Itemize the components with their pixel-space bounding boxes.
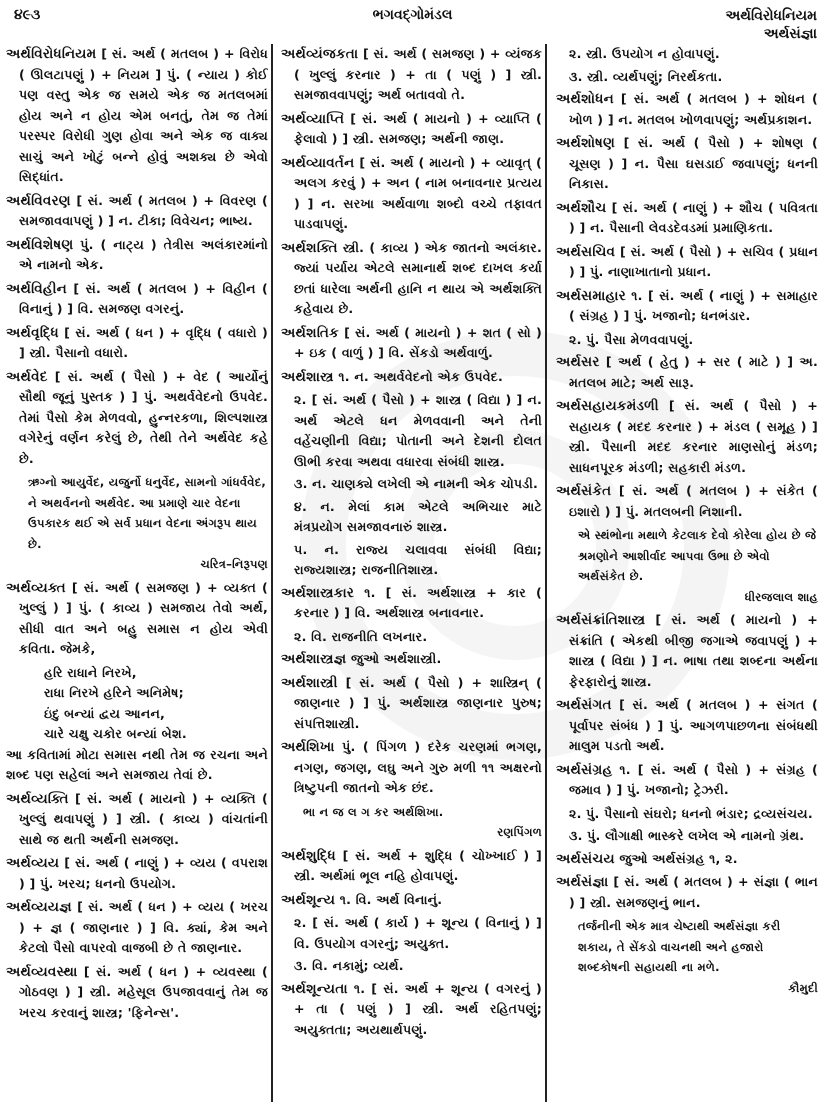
entry-definition: [ સં. અર્થ ( મતલબ ) + વિહીન ( વિનાનું ) ] વિ. સમજણ વગરનું. (19, 280, 268, 316)
entry-definition: [ સં. અર્થ ( માયનો ) + વ્યાવૃત્ ( અલગ કરવું ) + અન ( નામ બનાવનાર પ્રત્યય ) ] ન. સરખા અર્થવાળા શબ્દો વચ્ચે તફાવત પાડવાપણું. (294, 154, 542, 231)
entry-sense: ૩. સ્ત્રી. વ્યર્થપણું; નિરર્થકતા. (569, 68, 723, 84)
column-divider (271, 44, 273, 1102)
entry-headword: અર્થશાસ્ત્રકાર (281, 584, 355, 601)
dictionary-entry (6, 191, 268, 232)
entry-headword: અર્થવૃદ્ધિ (6, 324, 59, 341)
entry-headword: અર્થશૌચ (556, 199, 607, 216)
entry-definition: [ સં. અર્થ ( માયનો ) + વ્યક્તિ ( ખુલ્લું થવાપણું ) ] સ્ત્રી. ( કાવ્ય ) વાંચતાંની સાથે જ થતી અર્થની સમજણ. (19, 790, 268, 847)
entry-definition: ૧. [ સં. અર્થ + શૂન્ય ( વગરનું ) + તા ( પણું ) ] સ્ત્રી. અર્થ રહિતપણું; અયુક્તતા; અયથાર્થપણું. (294, 980, 542, 1037)
entry-sense: ૨. વિ. રાજનીતિ લખનાર. (294, 628, 428, 644)
quotation-source: રણપિંગળ (497, 825, 542, 839)
entry-headword: અર્થશૂન્યતા (281, 980, 348, 997)
entry-definition: [ સં. અર્થ ( ધન ) + વૃદ્ધિ ( વધારો ) ] સ્ત્રી. પૈસાનો વધારો. (19, 324, 268, 360)
entry-definition: પું. ( પિંગળ ) દરેક ચરણમાં ભગણ, નગણ, જગણ, લઘુ અને ગુરુ મળી ૧૧ અક્ષરનો ત્રિષ્ટુપની જાતનો એક છંદ. (294, 739, 542, 795)
poem-line: ચારે ચક્ષુ ચકોર બન્યાં બેશ. (44, 726, 187, 741)
entry-sense: ૨. સ્ત્રી. ઉપયોગ ન હોવાપણું. (569, 46, 720, 61)
entry-headword: અર્થવ્યયજ્ઞ (6, 899, 72, 915)
entry-headword: અર્થવ્યય (6, 855, 60, 871)
dictionary-entry (281, 673, 542, 735)
entry-definition: [ સં. અર્થ ( માયનો ) + વ્યાપ્તિ ( ફેલાવો ) ] સ્ત્રી. સમજણ; અર્થની જાણ. (294, 110, 542, 146)
dictionary-entry (556, 133, 818, 195)
entry-headword: અર્થસર (556, 354, 600, 370)
quotation-source: ધીરજલાલ શાહ (744, 589, 818, 604)
entry-headword: અર્થસહાયકમંડળી (556, 398, 659, 414)
entry-definition: [ સં. અર્થ ( પૈસો ) + સહાયક ( મદદ કરનાર ) + મંડલ ( સમૂહ ) ] સ્ત્રી. પૈસાની મદદ કરનાર માણસોનું મંડળ; સાધનપૂરક મંડળી; સહકારી મંડળ. (569, 398, 818, 475)
guide-words (726, 7, 817, 43)
quotation-source: ચરિત્ર–નિરૂપણ (200, 557, 268, 571)
entry-definition: [ સં. અર્થ ( સમજણ ) + વ્યક્ત ( ખુલ્લું ) ] પું. ( કાવ્ય ) સમજાય તેવો અર્થ, સીધી વાત અને બહુ સમાસ ન હોય એવી કવિતા. જેમકે, (19, 579, 268, 656)
dictionary-entry (556, 89, 818, 130)
dictionary-entry (6, 367, 268, 470)
dictionary-entry (6, 897, 268, 959)
entry-definition: [ સં. અર્થ ( માયનો ) + શત ( સો ) + ઇક ( વાળું ) ] વિ. સેંકડો અર્થવાળું. (294, 324, 542, 360)
entry-sense: ૪. ન. મેલાં કામ એટલે અભિચાર માટે મંત્રપ્રયોગ સમજાવનારું શાસ્ત્ર. (294, 498, 542, 534)
entry-definition: [ સં. અર્થ ( પૈસો ) + સચિવ ( પ્રધાન ) ] પું. નાણાખાતાનો પ્રધાન. (569, 243, 818, 279)
entry-definition: [ સં. અર્થ ( માયનો ) + સંક્રાંતિ ( એકથી બીજી જગાએ જવાપણું ) + શાસ્ત્ર ( વિદ્યા ) ] ન. ભાષા તથા શબ્દના અર્થના ફેરફારોનું શાસ્ત્ર. (569, 612, 818, 689)
dictionary-entry (556, 286, 818, 327)
entry-definition: [ સં. અર્થ ( મતલબ ) + સંજ્ઞા ( ભાન ) ] સ્ત્રી. સમજણનું ભાન. (569, 874, 818, 910)
column-1 (6, 44, 268, 1102)
entry-definition: પું. ( નાટ્ય ) તેત્રીસ અલંકારમાંનો એ નામનો એક. (19, 236, 268, 272)
dictionary-entry (281, 737, 542, 799)
poem-line: હરિ રાધાને નિરખે, (44, 664, 137, 680)
entry-headword: અર્થસંગ્રહ (556, 761, 613, 778)
book-title: ભગવદ્ગોમંડલ (372, 7, 453, 23)
entry-headword: અર્થશોધન (556, 91, 614, 107)
entry-headword: અર્થશાસ્ત્ર (281, 368, 334, 385)
entry-definition: [ સં. અર્થ ( મતલબ ) + વિવરણ ( સમજાવવાપણું ) ] ન. ટીકા; વિવેચન; ભાષ્ય. (19, 192, 268, 228)
entry-definition: સ્ત્રી. ( કાવ્ય ) એક જાતનો અલંકાર. જ્યાં પર્યાય એટલે સમાનાર્થ શબ્દ દાખલ કર્યા છતાં ધારેલા અર્થની હાનિ ન થાય એ અર્થશક્તિ કહેવાય છે. (294, 239, 542, 316)
entry-headword: અર્થશૂન્ય (281, 891, 336, 908)
dictionary-entry (6, 279, 268, 320)
dictionary-entry (556, 242, 818, 283)
entry-sense: ૫. ન. રાજ્ય ચલાવવા સંબંધી વિદ્યા; રાજ્યશાસ્ત્ર; રાજનીતિશાસ્ત્ર. (294, 541, 542, 577)
entry-quotation (556, 916, 818, 998)
entry-continuation: આ કવિતામાં મોટા સમાસ નથી તેમ જ રચના અને શબ્દ પણ સહેલાં અને સમજાય તેવાં છે. (6, 746, 268, 782)
dictionary-entry (556, 849, 818, 870)
entry-headword: અર્થશાસ્ત્રજ્ઞ (281, 651, 347, 667)
guide-word-last: અર્થસંજ્ઞા (763, 26, 817, 42)
dictionary-entry (556, 760, 818, 801)
entry-quotation (6, 472, 268, 575)
dictionary-entry (281, 649, 542, 670)
entry-definition: [ અર્થ ( હેતુ ) + સર ( માટે ) ] અ. મતલબ માટે; અર્થ સારૂ. (569, 354, 818, 390)
dictionary-entry (281, 583, 542, 624)
entry-definition: [ સં. અર્થ ( મતલબ ) + શોધન ( ખોળ ) ] ન. મતલબ ખોળવાપણું; અર્થપ્રકાશન. (569, 91, 818, 127)
column-3 (556, 44, 818, 1102)
dictionary-entry (556, 481, 818, 522)
entry-definition: ૧. વિ. અર્થ વિનાનું. (339, 891, 443, 907)
entry-headword: અર્થવ્યંજકતા (281, 46, 359, 62)
dictionary-entry (556, 396, 818, 478)
entry-quotation (556, 525, 818, 607)
entry-sense: ૨. પું. પૈસાનો સંઘરો; ધનનો ભંડાર; દ્રવ્યસંચય. (569, 805, 813, 821)
dictionary-entry (556, 872, 818, 913)
entry-headword: અર્થશોષણ (556, 135, 616, 151)
entry-sense: ૨. પું. પૈસા મેળવવાપણું. (569, 331, 694, 347)
entry-definition: [ સં. અર્થ ( નાણું ) + શૌચ ( પવિત્રતા ) ] ન. પૈસાની લેવડદેવડમાં પ્રમાણિકતા. (569, 199, 818, 235)
column-divider (545, 44, 547, 1102)
dictionary-entry (281, 109, 542, 150)
example-poem (6, 663, 268, 745)
entry-headword: અર્થસંજ્ઞા (556, 874, 609, 890)
entry-headword: અર્થસંક્રાંતિશાસ્ત્ર (556, 612, 646, 628)
entry-definition: [ સં. અર્થ ( પૈસો ) + વેદ ( આર્યોનું સૌથી જૂનું પુસ્તક ) ] પું. અથર્વવેદનો ઉપવેદ. તેમાં પૈસો કેમ મેળવવો, હુન્નરકળા, શિલ્પશાસ્ત્ર વગેરેનું વર્ણન કરેલું છે, તેથી તેને અર્થવેદ કહે છે. (19, 368, 268, 466)
guide-word-first: અર્થવિરોધનિયમ (725, 8, 817, 24)
entry-definition: ૧. ન. અથર્વવેદનો એક ઉપવેદ. (338, 368, 503, 384)
entry-definition: [ સં. અર્થ ( ધન ) + વ્યય ( ખરચ ) + જ્ઞ ( જાણનાર ) ] વિ. ક્યાં, કેમ અને કેટલો પૈસો વાપરવો વાજબી છે તે જાણનાર. (19, 899, 268, 955)
dictionary-entry (281, 367, 542, 388)
entry-quotation (281, 802, 542, 843)
entry-definition: [ સં. અર્થ ( મતલબ ) + સંગત ( પૂર્વાપર સંબંધ ) ] પું. આગળપાછળના સંબંધથી માલુમ પડતો અર્થ. (569, 697, 818, 753)
entry-sense: ૨. [ સં. અર્થ ( પૈસો ) + શાસ્ત્ર ( વિદ્યા ) ] ન. અર્થ એટલે ધન મેળવવાની અને તેની વહેંચણીની વિદ્યા; પોતાની અને દેશની દોલત ઊભી કરવા અથવા વધારવા સંબંધી શાસ્ત્ર. (294, 392, 542, 469)
dictionary-entry (281, 44, 542, 106)
poem-line: ઇંદુ બન્યાં દ્વય આનન, (44, 705, 166, 721)
entry-definition: જુઓ અર્થસંગ્રહ ૧, ૨. (619, 850, 738, 866)
entry-headword: અર્થશિખા (281, 739, 335, 755)
entry-definition: [ સં. અર્થ ( મતલબ ) + વિરોધ ( ઊલટાપણું ) + નિયમ ] પું. ( ન્યાય ) કોઈ પણ વસ્તુ એક જ સમયે એક જ મતલબમાં હોય અને ન હોય એમ બનતું, તેમ જ તેમાં પરસ્પર વિરોધી ગુણ હોવા અને એક જ વાક્ય સાચું અને ખોટું બન્ને હોવું અશક્ય છે એવો સિદ્ધાંત. (19, 46, 268, 184)
entry-sense: ૩. ન. ચાણક્યે લખેલી એ નામની એક ચોપડી. (294, 476, 539, 491)
dictionary-entry (556, 352, 818, 393)
dictionary-entry (6, 235, 268, 276)
quotation-text: એ સ્થંભોના મથાળે કેટલાક દેવો કોરેલા હોય છે જે શ્રમણોને આશીર્વાદ આપવા ઉભા છે એવો અર્થસંકેત છે. (578, 528, 817, 583)
entry-definition: [ સં. અર્થ ( નાણું ) + વ્યય ( વપરાશ ) ] પું. ખરચ; ધનનો ઉપયોગ. (19, 855, 268, 891)
dictionary-entry (556, 695, 818, 757)
entry-sense: ૩. વિ. નકામું; વ્યર્થ. (294, 958, 404, 973)
quotation-text: તર્જનીની એક માત્ર ચેષ્ટાથી અર્થસંજ્ઞા કરી શકાય, તે સેંકડો વાચનથી અને હજારો શબ્દકોષની સહાયથી ના મળે. (578, 919, 781, 974)
entry-headword: અર્થવેદ (6, 368, 48, 385)
entry-definition: [ સં. અર્થ ( ધન ) + વ્યવસ્થા ( ગોઠવણ ) ] સ્ત્રી. મહેસૂલ ઉપજાવવાનું તેમ જ ખરચ કરવાનું શાસ્ત્ર; 'ફિનેન્સ'. (19, 963, 268, 1020)
dictionary-entry (281, 323, 542, 364)
entry-headword: અર્થસમાહાર (556, 287, 626, 304)
entry-definition: ૧. [ સં. અર્થ ( પૈસો ) + સંગ્રહ ( જમાવ ) ] પું. ખજાનો; ટ્રેઝરી. (569, 761, 818, 797)
entry-headword: અર્થવિવરણ (6, 192, 71, 209)
entry-headword: અર્થવ્યાપ્તિ (281, 110, 345, 127)
quotation-text: ઋગ્નો આયુર્વેદ, યજુર્નો ધનુર્વેદ, સામનો ગાંધર્વવેદ, ને અથર્વનનો અર્થવેદ. આ પ્રમાણે ચાર વેદના ઉપકારક થઈ એ સર્વ પ્રધાન વેદના અંગરૂપ થાય છે. (28, 475, 267, 551)
dictionary-entry (281, 890, 542, 911)
dictionary-entry (281, 238, 542, 320)
quotation-source: કૌમુદી (788, 980, 818, 995)
entry-headword: અર્થવિરોધનિયમ (6, 46, 97, 62)
entry-headword: અર્થસંચય (556, 850, 615, 867)
entry-definition: [ સં. અર્થ + શુદ્ધિ ( ચોખ્ખાઈ ) ] સ્ત્રી. અર્થમાં ભૂલ નહિ હોવાપણું. (294, 847, 542, 883)
entry-definition: જુઓ અર્થશાસ્ત્રી. (351, 651, 442, 666)
entry-definition: [ સં. અર્થ ( સમજણ ) + વ્યંજક ( ખુલ્લું કરનાર ) + તા ( પણું ) ] સ્ત્રી. સમજાવવાપણું; અર્થ બતાવવો તે. (294, 46, 542, 102)
dictionary-entry (281, 979, 542, 1041)
entry-headword: અર્થસંગત (556, 697, 612, 713)
quotation-text: ભા ન જ લ ગ કર અર્થશિખા. (303, 804, 444, 819)
column-2 (281, 44, 542, 1102)
dictionary-entry (6, 44, 268, 188)
entry-definition: [ સં. અર્થ ( પૈસો ) + શોષણ ( ચૂસણ ) ] ન. પૈસા ઘસડાઈ જવાપણું; ધનની નિકાસ. (569, 135, 818, 191)
entry-definition: ૧. [ સં. અર્થશાસ્ત્ર + કાર ( કરનાર ) ] વિ. અર્થશાસ્ત્ર બનાવનાર. (294, 584, 542, 620)
entry-headword: અર્થવ્યક્ત (6, 579, 66, 596)
entry-definition: [ સં. અર્થ ( પૈસો ) + શાસ્ત્રિન્ ( જાણનાર ) ] પું. અર્થશાસ્ત્ર જાણનાર પુરુષ; સંપત્તિશાસ્ત્રી. (294, 674, 542, 731)
poem-line: રાધા નિરખે હરિને અનિમેષ; (44, 685, 184, 700)
dictionary-entry (281, 846, 542, 887)
entry-headword: અર્થવ્યવસ્થા (6, 963, 78, 980)
entry-headword: અર્થશુદ્ધિ (281, 847, 336, 864)
entry-headword: અર્થસચિવ (556, 243, 616, 260)
dictionary-entry (556, 198, 818, 239)
entry-headword: અર્થસંકેત (556, 483, 612, 499)
entry-headword: અર્થશાસ્ત્રી (281, 674, 338, 691)
entry-headword: અર્થશક્તિ (281, 239, 338, 256)
entry-headword: અર્થવિશેષણ (6, 236, 74, 253)
entry-definition: [ સં. અર્થ ( મતલબ ) + સંકેત ( ઇશારો ) ] પું. મતલબની નિશાની. (569, 483, 818, 519)
dictionary-entry (6, 789, 268, 851)
dictionary-entry (6, 853, 268, 894)
entry-headword: અર્થશતિક (281, 324, 339, 341)
entry-headword: અર્થવિહીન (6, 280, 67, 297)
entry-sense: ૩. પું. લૌગાક્ષી ભાસ્કરે લખેલ એ નામનો ગ્રંથ. (569, 828, 805, 843)
entry-headword: અર્થવ્યાવર્તન (281, 154, 355, 171)
dictionary-entry (6, 323, 268, 364)
page-header (0, 0, 825, 44)
dictionary-entry (281, 153, 542, 235)
entry-definition: ૧. [ સં. અર્થ ( નાણું ) + સમાહાર ( સંગ્રહ ) ] પું. ખજાનો; ધનભંડાર. (569, 287, 818, 323)
entry-headword: અર્થવ્યક્તિ (6, 790, 69, 807)
dictionary-entry (556, 610, 818, 692)
dictionary-entry (6, 962, 268, 1024)
dictionary-entry (6, 578, 268, 660)
entry-sense: ૨. [ સં. અર્થ ( કાર્ય ) + શૂન્ય ( વિનાનું ) ] વિ. ઉપયોગ વગરનું; અયુક્ત. (294, 915, 542, 951)
page-number: ૪૯૩ (14, 7, 41, 23)
